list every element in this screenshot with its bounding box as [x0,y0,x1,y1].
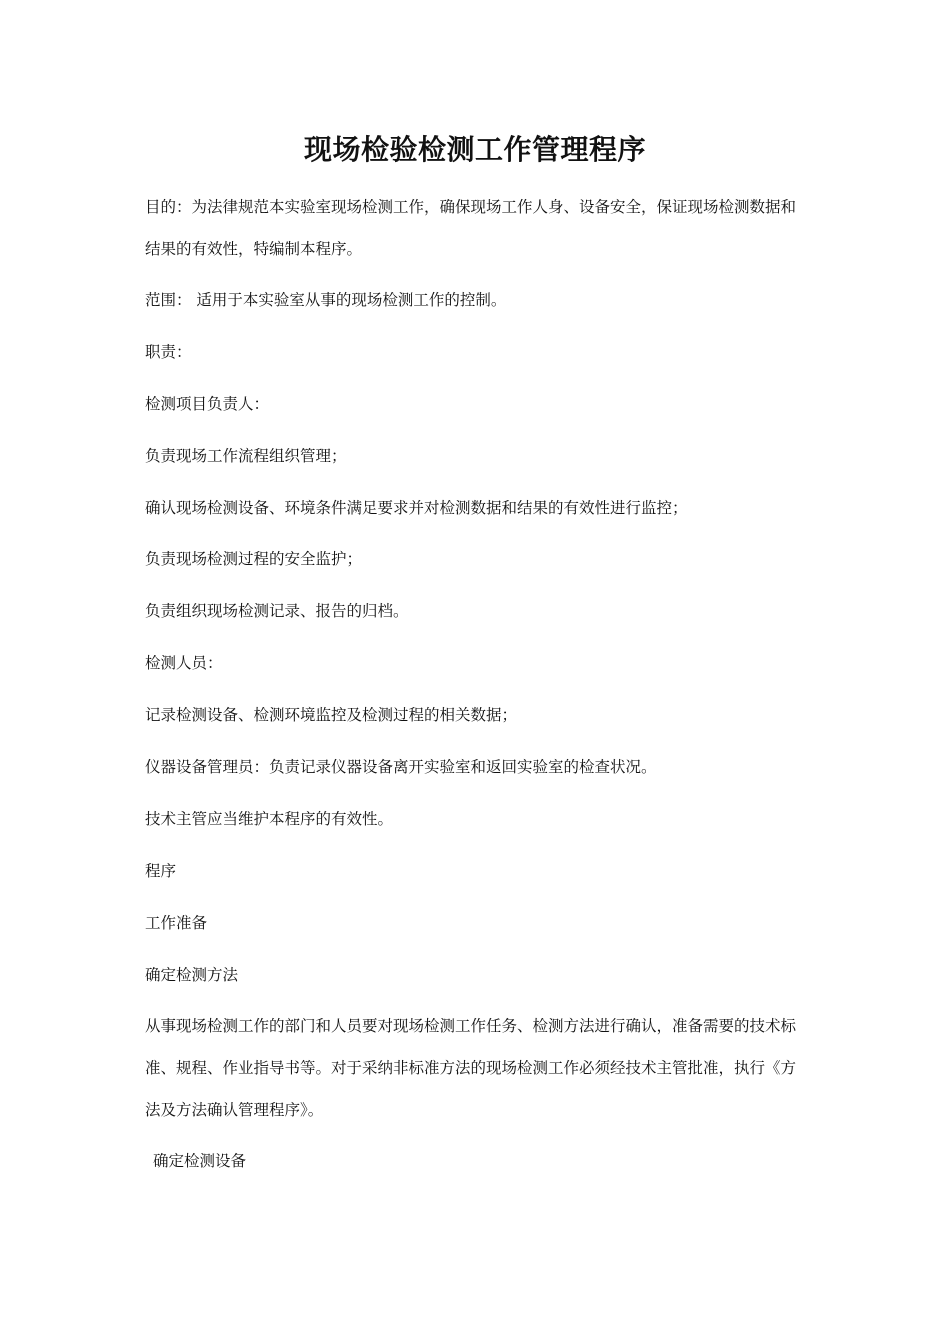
paragraph-determine-equipment-heading: 确定检测设备 [153,1152,247,1170]
paragraph-testers-heading: 检测人员： [145,654,223,672]
paragraph-leader-duty-4: 负责组织现场检测记录、报告的归档。 [145,602,409,620]
paragraph-leader-duty-1: 负责现场工作流程组织管理； [145,447,347,465]
paragraph-project-leader-heading: 检测项目负责人： [145,395,270,413]
paragraph-procedure-heading: 程序 [145,862,177,880]
paragraph-determine-method-heading: 确定检测方法 [145,966,239,984]
paragraph-leader-duty-2: 确认现场检测设备、环境条件满足要求并对检测数据和结果的有效性进行监控； [145,499,688,517]
paragraph-work-preparation-heading: 工作准备 [145,914,208,932]
paragraph-equipment-manager: 仪器设备管理员：负责记录仪器设备离开实验室和返回实验室的检查状况。 [145,758,657,776]
paragraph-technical-supervisor: 技术主管应当维护本程序的有效性。 [145,810,394,828]
paragraph-tester-duty: 记录检测设备、检测环境监控及检测过程的相关数据； [145,706,518,724]
paragraph-responsibilities-heading: 职责： [145,343,192,361]
paragraph-method-description: 从事现场检测工作的部门和人员要对现场检测工作任务、检测方法进行确认，准备需要的技术标准、规程、作业指导书等。对于采纳非标准方法的现场检测工作必须经技术主管批准，执行《方法及方法确认管理程序》。 [145,1017,797,1119]
paragraph-leader-duty-3: 负责现场检测过程的安全监护； [145,550,363,568]
paragraph-purpose: 目的：为法律规范本实验室现场检测工作，确保现场工作人身、设备安全，保证现场检测数据和结果的有效性，特编制本程序。 [145,198,797,258]
document-title: 现场检验检测工作管理程序 [303,133,646,166]
paragraph-scope: 范围： 适用于本实验室从事的现场检测工作的控制。 [145,291,507,309]
